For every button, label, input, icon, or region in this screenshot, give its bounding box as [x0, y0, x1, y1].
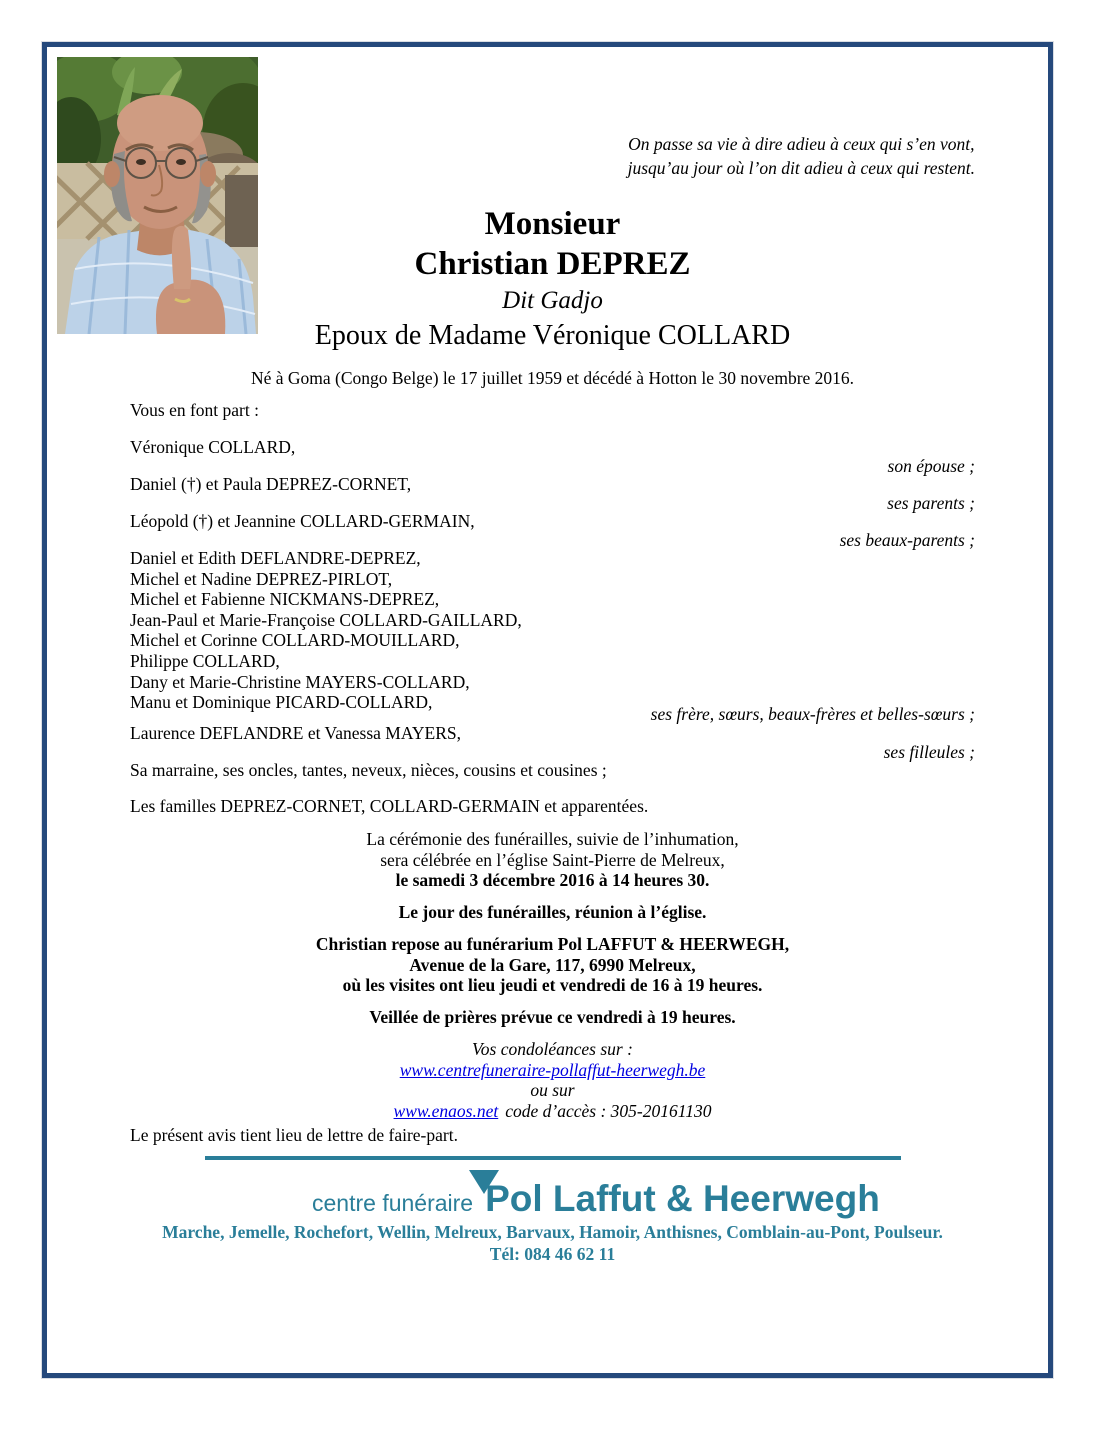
repose-block: [0, 934, 1105, 996]
ceremony-date-line: le samedi 3 décembre 2016 à 14 heures 30.: [395, 870, 710, 891]
footer-separator-line: [205, 1156, 901, 1160]
sibling-line: Daniel et Edith DEFLANDRE-DEPREZ,: [130, 548, 421, 568]
brand-prefix-text: centre funéraire: [312, 1190, 474, 1216]
faire-part-notice: Le présent avis tient lieu de lettre de faire-part.: [130, 1125, 458, 1145]
brand-triangle-icon: [469, 1170, 499, 1194]
deceased-nickname: Dit Gadjo: [502, 287, 603, 314]
goddaughters-names: Laurence DEFLANDRE et Vanessa MAYERS,: [130, 723, 461, 743]
goddaughters-relation: ses filleules ;: [883, 742, 975, 762]
funeral-home-logo: [312, 1178, 880, 1220]
deceased-spouse-line: Epoux de Madame Véronique COLLARD: [314, 320, 791, 351]
repose-line-3: où les visites ont lieu jeudi et vendredi de 16 à 19 heures.: [342, 975, 763, 996]
condolences-intro: Vos condoléances sur :: [472, 1039, 633, 1059]
announcement-intro: Vous en font part :: [130, 400, 259, 420]
extended-family-line: Sa marraine, ses oncles, tantes, neveux, nièces, cousins et cousines ;: [130, 760, 607, 780]
condolences-or-line: ou sur: [530, 1080, 575, 1100]
family-entry-names: Véronique COLLARD,: [130, 437, 296, 457]
access-code-text: code d’accès : 305-20161130: [505, 1101, 712, 1121]
footer-cities-line: Marche, Jemelle, Rochefort, Wellin, Melreux, Barvaux, Hamoir, Anthisnes, Comblain-au-Pont, Poulseur.: [162, 1222, 943, 1242]
ceremony-line-2: sera célébrée en l’église Saint-Pierre de Melreux,: [380, 849, 725, 870]
ceremony-line-1: La cérémonie des funérailles, suivie de l’inhumation,: [366, 829, 739, 849]
ceremony-meeting-line: Le jour des funérailles, réunion à l’église.: [398, 902, 707, 922]
vigil-line: Veillée de prières prévue ce vendredi à 19 heures.: [369, 1007, 736, 1027]
repose-line-1: Christian repose au funérarium Pol LAFFUT & HEERWEGH,: [315, 934, 790, 954]
siblings-list: [130, 548, 522, 713]
family-entry-relation: son épouse ;: [887, 456, 975, 476]
epigraph-line-2: jusqu’au jour où l’on dit adieu à ceux qui restent.: [627, 158, 975, 178]
condolences-link2-line: [0, 1101, 1105, 1122]
deceased-life-line: Né à Goma (Congo Belge) le 17 juillet 1959 et décédé à Hotton le 30 novembre 2016.: [250, 368, 855, 388]
brand-name-text: [485, 1178, 880, 1220]
sibling-line: Michel et Fabienne NICKMANS-DEPREZ,: [130, 589, 440, 610]
ceremony-block: [0, 829, 1105, 891]
repose-line-2: Avenue de la Gare, 117, 6990 Melreux,: [409, 954, 696, 975]
family-entry-relation: ses beaux-parents ;: [839, 530, 975, 550]
sibling-line: Manu et Dominique PICARD-COLLARD,: [130, 692, 433, 713]
deceased-civility: Monsieur: [484, 206, 621, 242]
sibling-line: Michel et Corinne COLLARD-MOUILLARD,: [130, 630, 460, 651]
sibling-line: Jean-Paul et Marie-Françoise COLLARD-GAILLARD,: [130, 609, 522, 630]
funeral-home-website-link[interactable]: www.centrefuneraire-pollaffut-heerwegh.be: [399, 1060, 706, 1080]
epigraph-line-1: On passe sa vie à dire adieu à ceux qui s’en vont,: [628, 134, 975, 154]
deceased-name: Christian DEPREZ: [414, 246, 691, 282]
family-entry-relation: ses parents ;: [887, 493, 975, 513]
deceased-title-block: [0, 204, 1105, 354]
brand-name-label: Pol Laffut & Heerwegh: [485, 1178, 880, 1219]
sibling-line: Dany et Marie-Christine MAYERS-COLLARD,: [130, 671, 470, 692]
footer-phone-line: Tél: 084 46 62 11: [489, 1244, 616, 1264]
family-entry-names: Daniel (†) et Paula DEPREZ-CORNET,: [130, 474, 412, 494]
families-line: Les familles DEPREZ-CORNET, COLLARD-GERMAIN et apparentées.: [130, 796, 649, 816]
sibling-line: Michel et Nadine DEPREZ-PIRLOT,: [130, 568, 393, 589]
sibling-line: Philippe COLLARD,: [130, 650, 280, 671]
siblings-relation: ses frère, sœurs, beaux-frères et belles-sœurs ;: [650, 704, 975, 724]
epigraph-quote: [628, 132, 975, 180]
condolences-link1-line: [0, 1060, 1105, 1081]
enaos-website-link[interactable]: www.enaos.net: [393, 1101, 499, 1121]
family-entry-names: Léopold (†) et Jeannine COLLARD-GERMAIN,: [130, 511, 475, 531]
